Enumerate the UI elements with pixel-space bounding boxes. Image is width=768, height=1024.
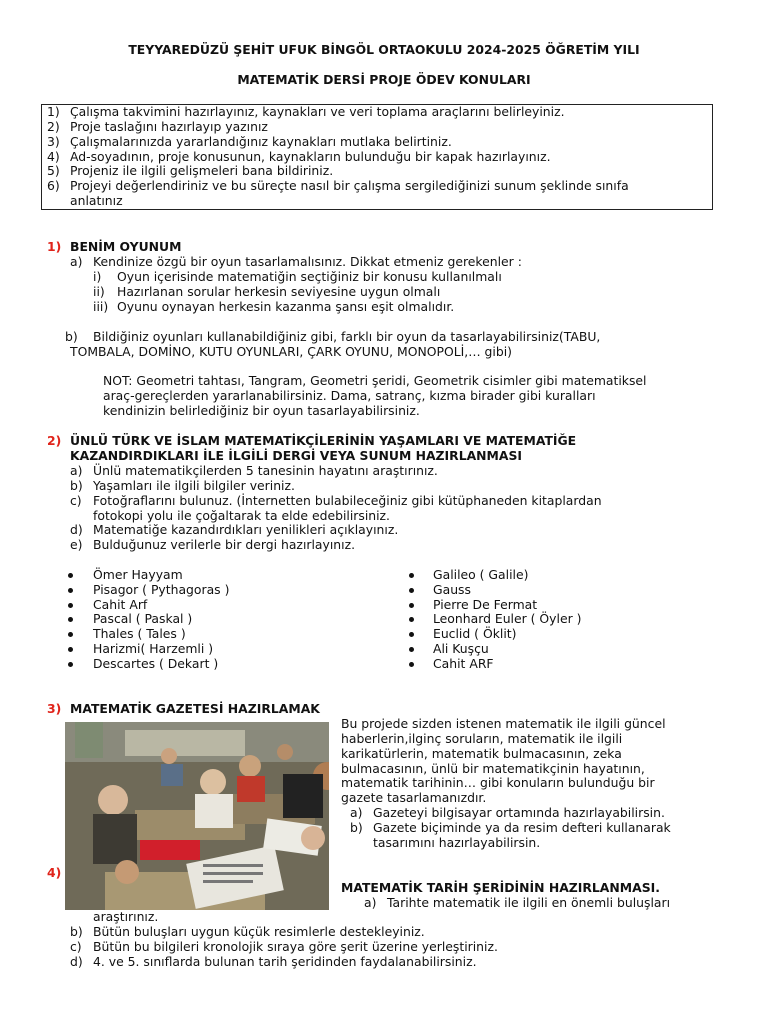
bullet-dot: [68, 662, 73, 667]
bullet-dot: [68, 632, 73, 637]
section-number: 1): [47, 239, 62, 254]
paragraph-line: matematik tarihinin… gibi konuların bulunduğu bir: [341, 775, 655, 790]
item-text: Yaşamları ile ilgili bilgiler veriniz.: [93, 478, 295, 493]
mathematician-name: Harizmi( Harzemli ): [93, 641, 214, 656]
subitem-label: ii): [93, 284, 105, 299]
section-title: BENİM OYUNUM: [70, 239, 182, 254]
mathematician-name: Gauss: [433, 582, 471, 597]
item-text-continued: fotokopi yolu ile çoğaltarak ta elde edebilirsiniz.: [93, 508, 390, 523]
rule-text: Projeyi değerlendiriniz ve bu süreçte nasıl bir çalışma sergilediğinizi sunum şeklinde sınıfa: [70, 178, 629, 193]
rule-text: Projeniz ile ilgili gelişmeleri bana bildiriniz.: [70, 163, 334, 178]
item-label: e): [70, 537, 83, 552]
mathematician-name: Cahit ARF: [433, 656, 494, 671]
item-text-continued: tasarımını hazırlayabilirsin.: [373, 835, 541, 850]
item-label: c): [70, 939, 82, 954]
item-label: b): [350, 820, 363, 835]
item-text: Matematiğe kazandırdıkları yenilikleri açıklayınız.: [93, 522, 399, 537]
subitem-label: i): [93, 269, 102, 284]
rule-text: Proje taslağını hazırlayıp yazınız: [70, 119, 268, 134]
item-label: b): [65, 329, 78, 344]
rule-number: 1): [47, 104, 60, 119]
paragraph-line: Bu projede sizden istenen matematik ile ilgili güncel: [341, 716, 666, 731]
mathematician-name: Ömer Hayyam: [93, 567, 183, 582]
mathematician-name: Ali Kuşçu: [433, 641, 489, 656]
item-label: c): [70, 493, 82, 508]
mathematician-name: Leonhard Euler ( Öyler ): [433, 611, 582, 626]
classroom-photo: [65, 722, 329, 910]
mathematician-name: Cahit Arf: [93, 597, 148, 612]
rule-text: Ad-soyadının, proje konusunun, kaynakların bulunduğu bir kapak hazırlayınız.: [70, 149, 551, 164]
mathematician-name: Thales ( Tales ): [93, 626, 186, 641]
school-title: TEYYAREDÜZÜ ŞEHİT UFUK BİNGÖL ORTAOKULU 2024-2025 ÖĞRETİM YILI: [128, 42, 640, 57]
mathematician-name: Galileo ( Galile): [433, 567, 529, 582]
item-label: a): [364, 895, 377, 910]
mathematician-name: Pierre De Fermat: [433, 597, 538, 612]
bullet-dot: [68, 617, 73, 622]
item-text: Gazeteyi bilgisayar ortamında hazırlayabilirsin.: [373, 805, 665, 820]
bullet-dot: [68, 588, 73, 593]
rule-text: Çalışma takvimini hazırlayınız, kaynakları ve veri toplama araçlarını belirleyiniz.: [70, 104, 565, 119]
bullet-dot: [68, 603, 73, 608]
bullet-dot: [68, 573, 73, 578]
rule-text: Çalışmalarınızda yararlandığınız kaynakları mutlaka belirtiniz.: [70, 134, 452, 149]
item-text: Bütün buluşları uygun küçük resimlerle destekleyiniz.: [93, 924, 425, 939]
item-label: b): [70, 924, 83, 939]
bullet-dot: [409, 647, 414, 652]
item-text-continued: TOMBALA, DOMİNO, KUTU OYUNLARI, ÇARK OYUNU, MONOPOLİ,… gibi): [70, 344, 512, 359]
page-subtitle: MATEMATİK DERSİ PROJE ÖDEV KONULARI: [237, 72, 531, 87]
rule-number: 5): [47, 163, 60, 178]
item-label: d): [70, 522, 83, 537]
bullet-dot: [409, 632, 414, 637]
bullet-dot: [409, 603, 414, 608]
section-title: MATEMATİK GAZETESİ HAZIRLAMAK: [70, 701, 320, 716]
item-label: d): [70, 954, 83, 969]
bullet-dot: [409, 573, 414, 578]
note-line: kendinizin belirlediğiniz bir oyun tasarlayabilirsiniz.: [103, 403, 420, 418]
item-label: a): [70, 254, 83, 269]
rule-number: 2): [47, 119, 60, 134]
section-number: 3): [47, 701, 62, 716]
item-text: Bildiğiniz oyunları kullanabildiğiniz gibi, farklı bir oyun da tasarlayabilirsiniz(TABU,: [93, 329, 601, 344]
item-label: a): [70, 463, 83, 478]
subitem-label: iii): [93, 299, 109, 314]
item-text: Fotoğraflarını bulunuz. (İnternetten bulabileceğiniz gibi kütüphaneden kitaplardan: [93, 493, 602, 508]
item-label: a): [350, 805, 363, 820]
item-text: Gazete biçiminde ya da resim defteri kullanarak: [373, 820, 671, 835]
bullet-dot: [409, 662, 414, 667]
paragraph-line: haberlerin,ilginç soruların, matematik ile ilgili: [341, 731, 623, 746]
section-title: ÜNLÜ TÜRK VE İSLAM MATEMATİKÇİLERİNİN YAŞAMLARI VE MATEMATİĞE: [70, 433, 577, 448]
subitem-text: Oyunu oynayan herkesin kazanma şansı eşit olmalıdır.: [117, 299, 455, 314]
mathematician-name: Descartes ( Dekart ): [93, 656, 219, 671]
section-number: 4): [47, 865, 62, 880]
subitem-text: Oyun içerisinde matematiğin seçtiğiniz bir konusu kullanılmalı: [117, 269, 502, 284]
section-title: MATEMATİK TARİH ŞERİDİNİN HAZIRLANMASI.: [341, 880, 660, 895]
rule-number: 3): [47, 134, 60, 149]
mathematician-name: Pascal ( Paskal ): [93, 611, 193, 626]
item-text: Ünlü matematikçilerden 5 tanesinin hayatını araştırınız.: [93, 463, 438, 478]
paragraph-line: bulmacasının, ünlü bir matematikçinin hayatının,: [341, 761, 645, 776]
paragraph-line: karikatürlerin, matematik bulmacasının, zeka: [341, 746, 622, 761]
item-text: Tarihte matematik ile ilgili en önemli buluşları: [387, 895, 671, 910]
subitem-text: Hazırlanan sorular herkesin seviyesine uygun olmalı: [117, 284, 441, 299]
bullet-dot: [68, 647, 73, 652]
note-line: NOT: Geometri tahtası, Tangram, Geometri şeridi, Geometrik cisimler gibi matematiksel: [103, 373, 647, 388]
rule-number: 6): [47, 178, 60, 193]
rule-text-continued: anlatınız: [70, 193, 123, 208]
bullet-dot: [409, 588, 414, 593]
section-title-continued: KAZANDIRDIKLARI İLE İLGİLİ DERGİ VEYA SUNUM HAZIRLANMASI: [70, 448, 522, 463]
mathematician-name: Euclid ( Öklit): [433, 626, 517, 641]
item-label: b): [70, 478, 83, 493]
item-text: Kendinize özgü bir oyun tasarlamalısınız. Dikkat etmeniz gerekenler :: [93, 254, 522, 269]
item-text-continued: araştırınız.: [93, 909, 159, 924]
paragraph-line: gazete tasarlamanızdır.: [341, 790, 487, 805]
bullet-dot: [409, 617, 414, 622]
item-text: Bütün bu bilgileri kronolojik sıraya göre şerit üzerine yerleştiriniz.: [93, 939, 498, 954]
item-text: 4. ve 5. sınıflarda bulunan tarih şeridinden faydalanabilirsiniz.: [93, 954, 477, 969]
note-line: araç-gereçlerden yararlanabilirsiniz. Dama, satranç, kızma birader gibi kuralları: [103, 388, 596, 403]
section-number: 2): [47, 433, 62, 448]
item-text: Bulduğunuz verilerle bir dergi hazırlayınız.: [93, 537, 356, 552]
rule-number: 4): [47, 149, 60, 164]
mathematician-name: Pisagor ( Pythagoras ): [93, 582, 230, 597]
